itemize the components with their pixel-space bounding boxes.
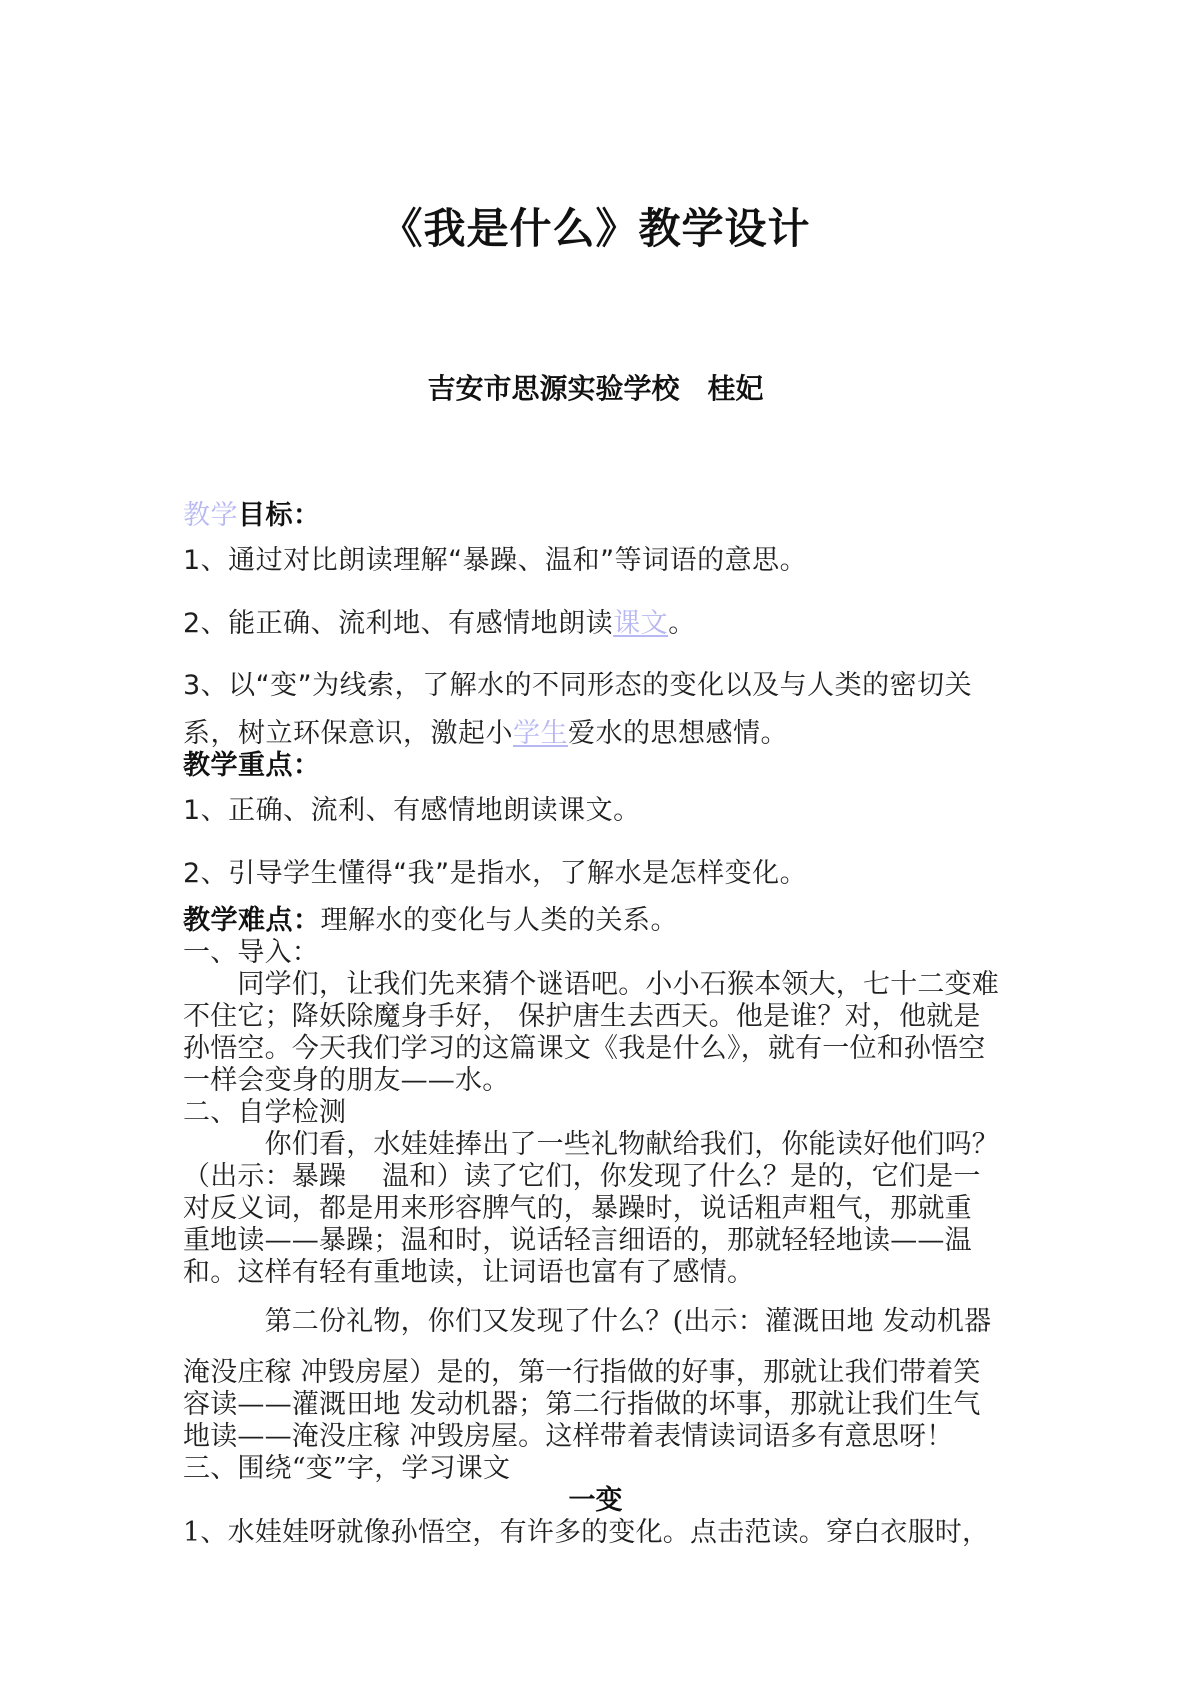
section-2-para-2-line-3: 容读——灌溉田地 发动机器；第二行指做的坏事，那就让我们生气 bbox=[183, 1389, 981, 1420]
section-1-line-4: 一样会变身的朋友——水。 bbox=[183, 1065, 510, 1096]
section-2-heading: 二、自学检测 bbox=[183, 1097, 347, 1128]
section-2-para-1-line-1: 你们看，水娃娃捧出了一些礼物献给我们，你能读好他们吗？ bbox=[183, 1129, 999, 1160]
section-3-subheading: 一变 bbox=[568, 1485, 623, 1516]
objective-item-2-text: 2、能正确、流利地、有感情地朗读 bbox=[183, 608, 614, 639]
section-1-heading: 一、导入： bbox=[183, 937, 319, 968]
section-1-line-2: 不住它；降妖除魔身手好， 保护唐生去西天。他是谁？对，他就是 bbox=[183, 1001, 981, 1032]
objective-item-3-text: 系，树立环保意识，激起小 bbox=[183, 718, 513, 749]
difficulties-text: 理解水的变化与人类的关系。 bbox=[320, 905, 678, 936]
objectives-heading-label: 目标： bbox=[238, 500, 321, 531]
section-2-para-1-line-3: 对反义词，都是用来形容脾气的，暴躁时，说话粗声粗气，那就重 bbox=[183, 1193, 972, 1224]
key-point-item-2: 2、引导学生懂得“我”是指水，了解水是怎样变化。 bbox=[183, 858, 808, 889]
section-1-line-3: 孙悟空。今天我们学习的这篇课文《我是什么》，就有一位和孙悟空 bbox=[183, 1033, 986, 1064]
objective-item-2 bbox=[183, 608, 1023, 640]
difficulties-line bbox=[183, 905, 1023, 937]
section-2-para-1-line-5: 和。这样有轻有重地读，让词语也富有了感情。 bbox=[183, 1257, 755, 1288]
section-3-heading: 三、围绕“变”字，学习课文 bbox=[183, 1453, 511, 1484]
key-point-item-1: 1、正确、流利、有感情地朗读课文。 bbox=[183, 795, 641, 826]
objective-item-1: 1、通过对比朗读理解“暴躁、温和”等词语的意思。 bbox=[183, 545, 808, 576]
section-2-para-2-line-4: 地读——淹没庄稼 冲毁房屋。这样带着表情读词语多有意思呀！ bbox=[183, 1421, 954, 1452]
objective-item-3-end: 爱水的思想感情。 bbox=[568, 718, 788, 749]
author-line: 吉安市思源实验学校 桂妃 bbox=[427, 372, 764, 405]
objective-item-2-end: 。 bbox=[668, 608, 696, 639]
objective-item-2-link[interactable]: 课文 bbox=[613, 608, 669, 639]
document-title: 《我是什么》教学设计 bbox=[380, 204, 811, 253]
objectives-heading-link[interactable]: 教学 bbox=[183, 500, 238, 531]
objective-item-3-line-1: 3、以“变”为线索，了解水的不同形态的变化以及与人类的密切关 bbox=[183, 670, 973, 701]
section-2-para-1-line-4: 重地读——暴躁；温和时，说话轻言细语的，那就轻轻地读——温 bbox=[183, 1225, 972, 1256]
section-2-para-1-line-2: （出示：暴躁 温和）读了它们，你发现了什么？是的，它们是一 bbox=[183, 1161, 981, 1192]
section-2-para-2-line-1: 第二份礼物，你们又发现了什么？(出示：灌溉田地 发动机器 bbox=[183, 1306, 992, 1337]
section-3-line-1: 1、水娃娃呀就像孙悟空，有许多的变化。点击范读。穿白衣服时， bbox=[183, 1517, 990, 1548]
key-points-heading: 教学重点： bbox=[183, 750, 321, 781]
section-2-para-2-line-2: 淹没庄稼 冲毁房屋）是的，第一行指做的好事，那就让我们带着笑 bbox=[183, 1357, 981, 1388]
difficulties-heading: 教学难点： bbox=[183, 905, 321, 936]
objective-item-3-line-2 bbox=[183, 718, 1023, 750]
objective-item-3-link[interactable]: 学生 bbox=[513, 718, 568, 749]
objectives-heading bbox=[183, 500, 1023, 532]
section-1-line-1: 同学们，让我们先来猜个谜语吧。小小石猴本领大，七十二变难 bbox=[183, 969, 999, 1000]
